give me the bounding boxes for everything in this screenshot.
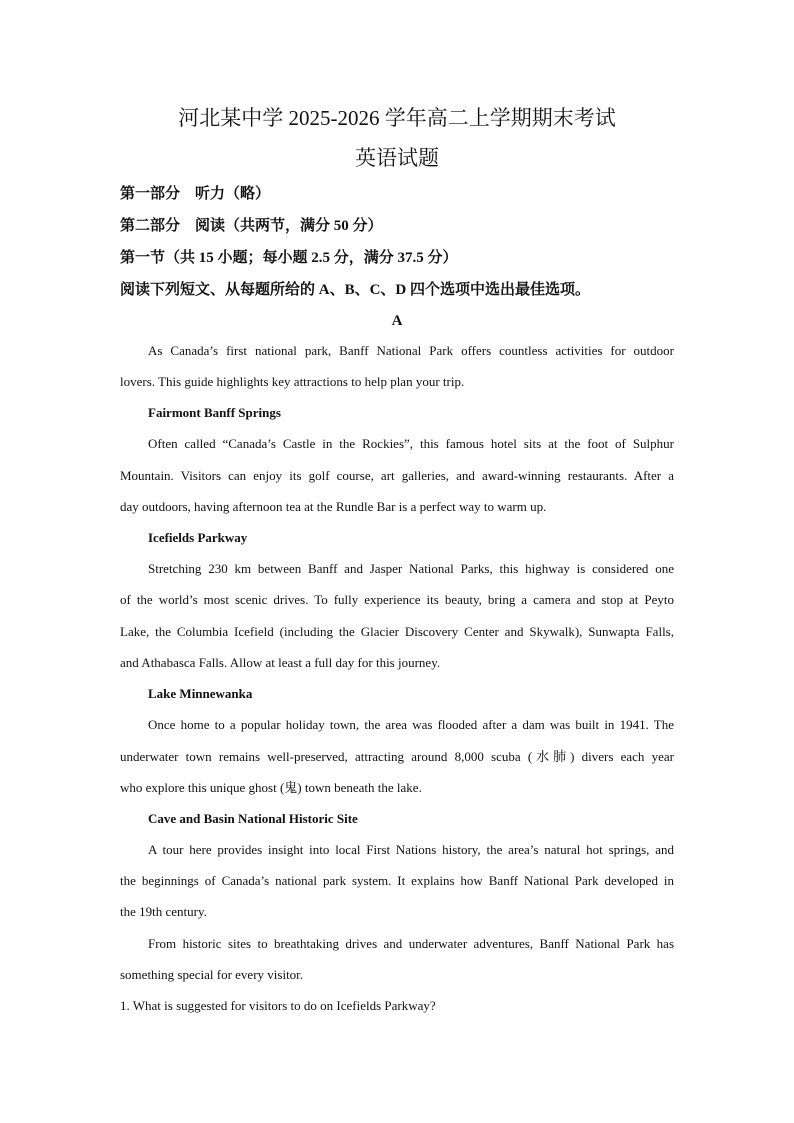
fairmont-line: day outdoors, having afternoon tea at the Rundle Bar is a perfect way to warm up. <box>120 499 547 514</box>
minnewanka-line: Once home to a popular holiday town, the area was flooded after a dam was built in 1941. The <box>148 717 674 732</box>
part2-heading: 第二部分 阅读（共两节，满分 50 分） <box>120 218 383 234</box>
cave-line: the 19th century. <box>120 904 207 919</box>
instruction-text: 阅读下列短文、从每题所给的 A、B、C、D 四个选项中选出最佳选项。 <box>120 282 591 298</box>
icefields-line: and Athabasca Falls. Allow at least a full day for this journey. <box>120 655 441 670</box>
subheading-cave-basin: Cave and Basin National Historic Site <box>148 811 358 826</box>
minnewanka-line: underwater town remains well-preserved, attracting around 8,000 scuba (水肺) divers each year <box>120 749 674 764</box>
cave-line: the beginnings of Canada’s national park system. It explains how Banff National Park developed in <box>120 873 674 888</box>
icefields-line: Lake, the Columbia Icefield (including the Glacier Discovery Center and Skywalk), Sunwapta Falls, <box>120 624 674 639</box>
subject-title: 英语试题 <box>355 146 439 170</box>
exam-title: 河北某中学 2025-2026 学年高二上学期期末考试 <box>178 106 616 130</box>
subheading-minnewanka: Lake Minnewanka <box>148 686 253 701</box>
fairmont-line: Often called “Canada’s Castle in the Rockies”, this famous hotel sits at the foot of Sulphur <box>148 436 674 451</box>
closing-line: From historic sites to breathtaking drives and underwater adventures, Banff National Park has <box>148 936 674 951</box>
passage-label: A <box>391 313 403 329</box>
question-1: 1. What is suggested for visitors to do on Icefields Parkway? <box>120 998 436 1013</box>
intro-line: lovers. This guide highlights key attractions to help plan your trip. <box>120 374 465 389</box>
subheading-fairmont: Fairmont Banff Springs <box>148 405 281 420</box>
minnewanka-line: who explore this unique ghost (鬼) town beneath the lake. <box>120 780 422 795</box>
closing-line: something special for every visitor. <box>120 967 304 982</box>
intro-line: As Canada’s first national park, Banff National Park offers countless activities for outdoor <box>148 343 674 358</box>
icefields-line: Stretching 230 km between Banff and Jasper National Parks, this highway is considered one <box>148 561 674 576</box>
section1-heading: 第一节（共 15 小题；每小题 2.5 分，满分 37.5 分） <box>120 250 458 266</box>
cave-line: A tour here provides insight into local First Nations history, the area’s natural hot springs, and <box>148 842 674 857</box>
fairmont-line: Mountain. Visitors can enjoy its golf course, art galleries, and award-winning restaurants. After a <box>120 468 674 483</box>
icefields-line: of the world’s most scenic drives. To fully experience its beauty, bring a camera and stop at Peyto <box>120 592 674 607</box>
part1-heading: 第一部分 听力（略） <box>120 186 271 202</box>
subheading-icefields: Icefields Parkway <box>148 530 248 545</box>
